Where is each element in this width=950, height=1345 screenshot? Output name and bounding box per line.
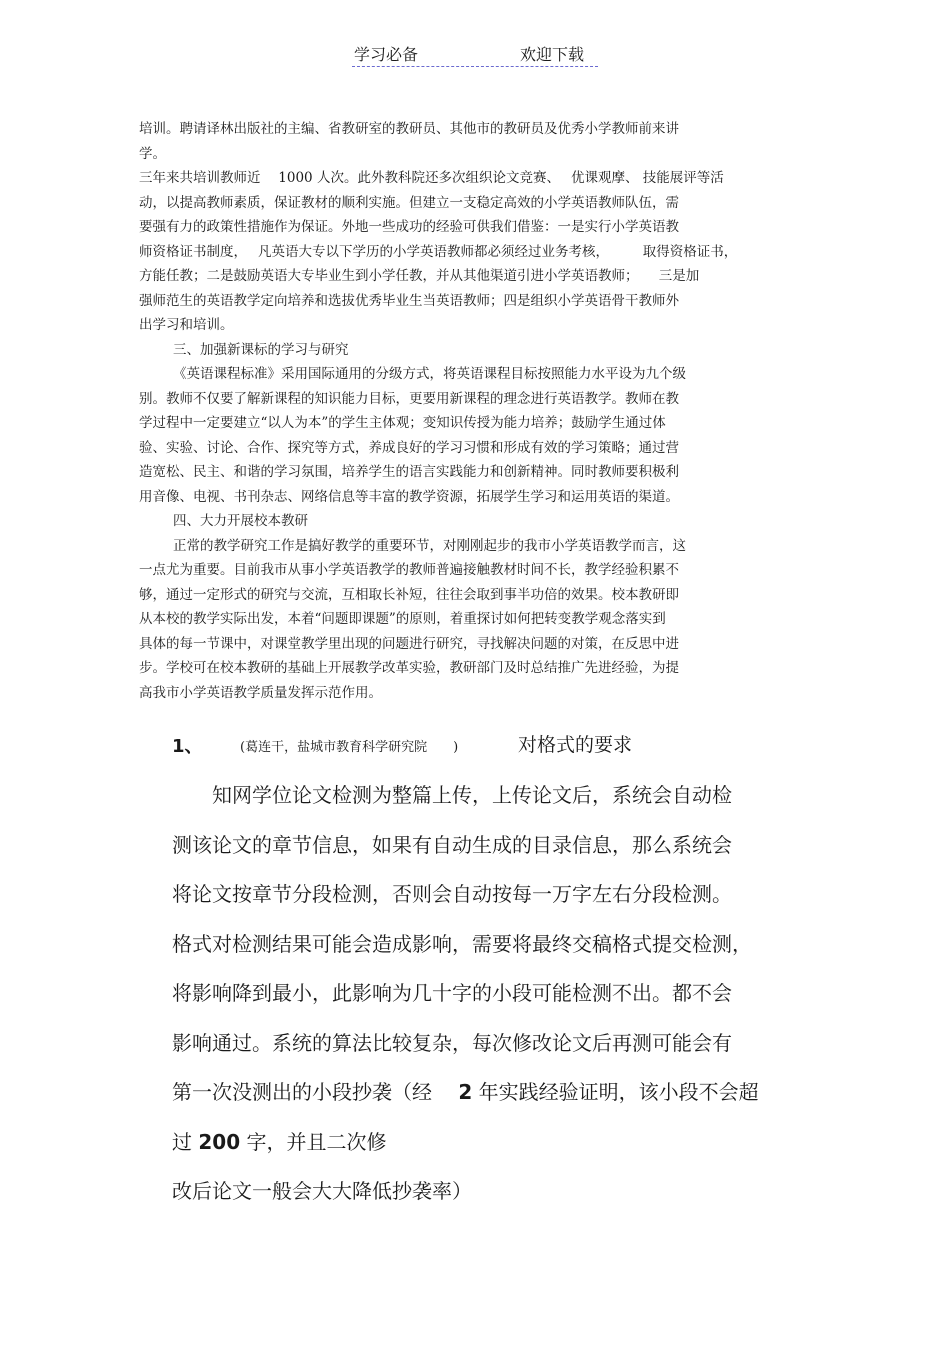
heading-number: 1、 bbox=[172, 736, 203, 757]
text-line bbox=[172, 1127, 812, 1177]
text-line: 高我市小学英语教学质量发挥示范作用。 bbox=[139, 684, 382, 701]
section-heading: 三、加强新课标的学习与研究 bbox=[173, 341, 349, 358]
text-line: 验、实验、讨论、合作、探究等方式，养成良好的学习习惯和形成有效的学习策略；通过营 bbox=[139, 439, 679, 456]
text-line: 够，通过一定形式的研究与交流，互相取长补短，往往会取到事半功倍的效果。校本教研即 bbox=[139, 586, 679, 603]
text-line: 改后论文一般会大大降低抄袭率） bbox=[172, 1179, 472, 1203]
text-line: 正常的教学研究工作是搞好教学的重要环节，对刚刚起步的我市小学英语教学而言，这 bbox=[173, 537, 686, 554]
text-fragment: 年实践经验证明，该小段不会超 bbox=[472, 1080, 759, 1104]
text-line: 《英语课程标准》采用国际通用的分级方式，将英语课程目标按照能力水平设为九个级 bbox=[173, 366, 686, 382]
number-value: 2 bbox=[458, 1080, 473, 1104]
text-fragment: 字，并且二次修 bbox=[240, 1129, 387, 1154]
text-line: 动，以提高教师素质，保证教材的顺利实施。但建立一支稳定高效的小学英语教师队伍，需 bbox=[139, 194, 679, 211]
page-header bbox=[352, 40, 598, 67]
text-line: 三年来共培训教师近 1000 人次。此外教科院还多次组织论文竞赛、 优课观摩、 技能展评等活 bbox=[139, 170, 724, 186]
text-line bbox=[172, 1077, 812, 1127]
text-line: 方能任教；二是鼓励英语大专毕业生到小学任教，并从其他渠道引进小学英语教师； 三是加 bbox=[139, 268, 700, 284]
text-fragment: 过 bbox=[172, 1129, 199, 1154]
heading-author: (葛连干，盐城市教育科学研究院 ) bbox=[240, 740, 459, 755]
text-line: 步。学校可在校本教研的基础上开展教学改革实验，教研部门及时总结推广先进经验，为提 bbox=[139, 660, 679, 676]
number-value: 200 bbox=[198, 1129, 241, 1154]
text-line: 造宽松、民主、和谐的学习氛围，培养学生的语言实践能力和创新精神。同时教师要积极利 bbox=[139, 464, 679, 480]
text-line: 培训。聘请译林出版社的主编、省教研室的教研员、其他市的教研员及优秀小学教师前来讲 bbox=[139, 121, 679, 137]
text-line: 具体的每一节课中，对课堂教学里出现的问题进行研究，寻找解决问题的对策，在反思中进 bbox=[139, 635, 679, 652]
text-line: 将论文按章节分段检测，否则会自动按每一万字左右分段检测。 bbox=[172, 882, 732, 906]
heading-title: 对格式的要求 bbox=[518, 734, 633, 756]
text-line: 学。 bbox=[139, 145, 166, 162]
text-line: 要强有力的政策性措施作为保证。外地一些成功的经验可供我们借鉴：一是实行小学英语教 bbox=[139, 219, 679, 235]
body-text-small bbox=[139, 117, 804, 705]
text-line: 出学习和培训。 bbox=[139, 317, 234, 333]
header-left-text: 学习必备 bbox=[354, 45, 419, 64]
text-line: 强师范生的英语教学定向培养和选拔优秀毕业生当英语教师；四是组织小学英语骨干教师外 bbox=[139, 292, 679, 309]
header-right-text: 欢迎下载 bbox=[520, 45, 585, 64]
text-line: 从本校的教学实际出发，本着“问题即课题”的原则，着重探讨如何把转变教学观念落实到 bbox=[139, 611, 666, 627]
text-line: 影响通过。系统的算法比较复杂，每次修改论文后再测可能会有 bbox=[172, 1030, 732, 1055]
text-fragment: 第一次没测出的小段抄袭（经 bbox=[172, 1080, 459, 1104]
section-heading: 四、大力开展校本教研 bbox=[173, 513, 308, 529]
text-line: 将影响降到最小，此影响为几十字的小段可能检测不出。都不会 bbox=[172, 981, 732, 1005]
body-text-large bbox=[172, 780, 812, 1226]
text-line: 格式对检测结果可能会造成影响，需要将最终交稿格式提交检测， bbox=[172, 931, 752, 956]
text-line: 一点尤为重要。目前我市从事小学英语教学的教师普遍接触教材时间不长，教学经验积累不 bbox=[139, 562, 679, 578]
text-line: 知网学位论文检测为整篇上传，上传论文后，系统会自动检 bbox=[172, 783, 732, 807]
text-line: 师资格证书制度， 凡英语大专以下学历的小学英语教师都必须经过业务考核， 取得资格证书， bbox=[139, 243, 738, 260]
text-line: 测该论文的章节信息，如果有自动生成的目录信息，那么系统会 bbox=[172, 832, 732, 857]
text-line: 别。教师不仅要了解新课程的知识能力目标，更要用新课程的理念进行英语教学。教师在教 bbox=[139, 390, 679, 407]
text-line: 学过程中一定要建立“以人为本”的学生主体观；变知识传授为能力培养；鼓励学生通过体 bbox=[139, 415, 666, 431]
text-line: 用音像、电视、书刊杂志、网络信息等丰富的教学资源，拓展学生学习和运用英语的渠道。 bbox=[139, 488, 679, 505]
